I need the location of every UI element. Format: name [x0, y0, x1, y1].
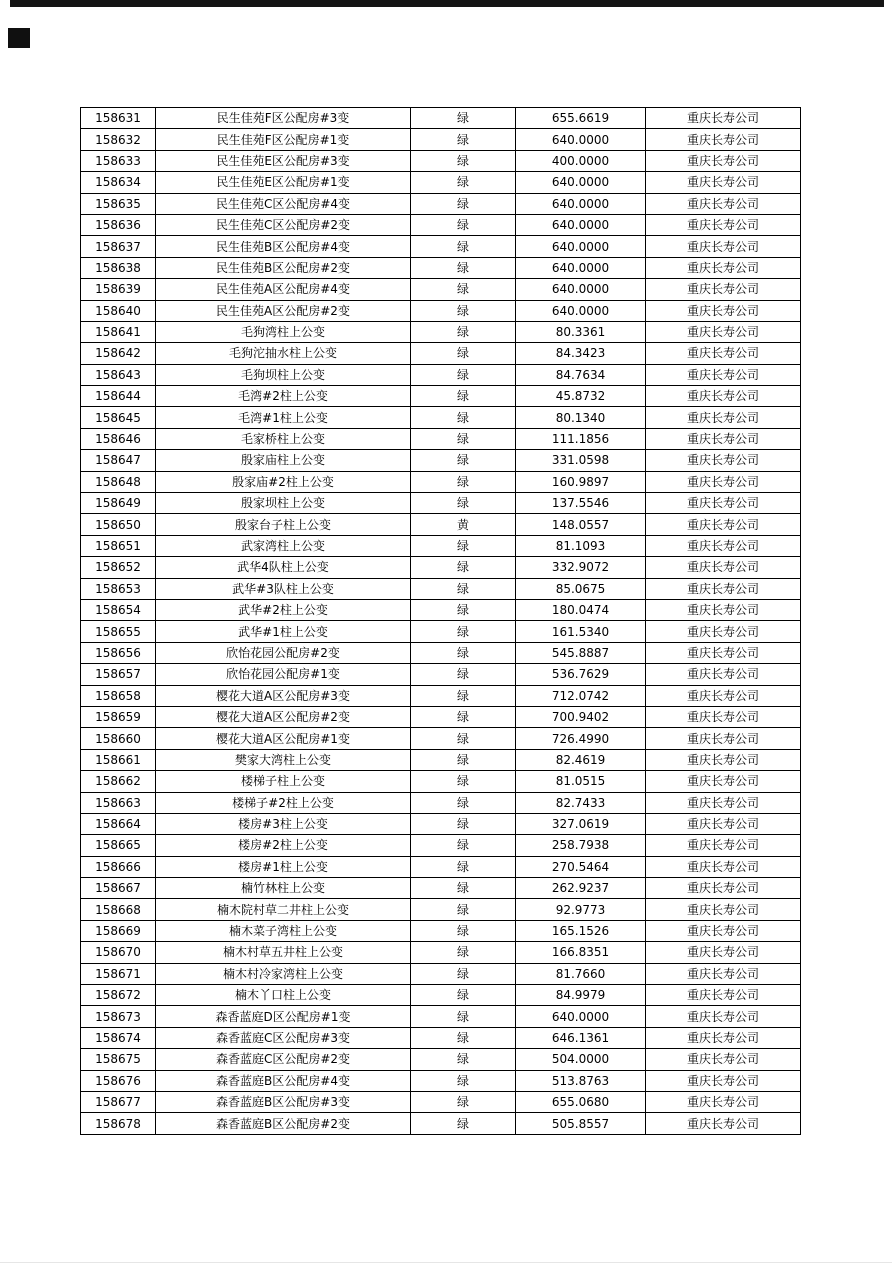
- cell-name: 楠木院村草二井柱上公变: [156, 899, 411, 920]
- cell-company: 重庆长寿公司: [646, 920, 801, 941]
- cell-id: 158661: [81, 749, 156, 770]
- cell-name: 毛狗沱抽水柱上公变: [156, 343, 411, 364]
- cell-status: 绿: [411, 963, 516, 984]
- cell-status: 绿: [411, 428, 516, 449]
- cell-value: 166.8351: [516, 942, 646, 963]
- cell-name: 欣怡花园公配房#1变: [156, 664, 411, 685]
- table-row: [81, 279, 801, 300]
- cell-value: 400.0000: [516, 150, 646, 171]
- table-row: [81, 214, 801, 235]
- cell-company: 重庆长寿公司: [646, 621, 801, 642]
- cell-value: 161.5340: [516, 621, 646, 642]
- cell-value: 505.8557: [516, 1113, 646, 1134]
- table-row: [81, 942, 801, 963]
- cell-value: 262.9237: [516, 878, 646, 899]
- cell-company: 重庆长寿公司: [646, 193, 801, 214]
- table-row: [81, 1091, 801, 1112]
- cell-name: 毛狗湾柱上公变: [156, 321, 411, 342]
- cell-status: 绿: [411, 599, 516, 620]
- cell-value: 111.1856: [516, 428, 646, 449]
- cell-id: 158643: [81, 364, 156, 385]
- table-row: [81, 578, 801, 599]
- cell-id: 158654: [81, 599, 156, 620]
- cell-id: 158674: [81, 1027, 156, 1048]
- cell-name: 森香蓝庭D区公配房#1变: [156, 1006, 411, 1027]
- cell-value: 180.0474: [516, 599, 646, 620]
- cell-status: 绿: [411, 835, 516, 856]
- cell-status: 绿: [411, 685, 516, 706]
- cell-value: 640.0000: [516, 1006, 646, 1027]
- cell-company: 重庆长寿公司: [646, 257, 801, 278]
- table-body: [81, 108, 801, 1135]
- cell-status: 绿: [411, 150, 516, 171]
- cell-name: 毛湾#2柱上公变: [156, 386, 411, 407]
- cell-name: 民生佳苑A区公配房#2变: [156, 300, 411, 321]
- cell-value: 640.0000: [516, 236, 646, 257]
- cell-name: 武华#3队柱上公变: [156, 578, 411, 599]
- cell-id: 158671: [81, 963, 156, 984]
- cell-status: 绿: [411, 193, 516, 214]
- cell-status: 绿: [411, 493, 516, 514]
- cell-value: 700.9402: [516, 706, 646, 727]
- cell-name: 楼房#3柱上公变: [156, 813, 411, 834]
- cell-company: 重庆长寿公司: [646, 1006, 801, 1027]
- table-row: [81, 728, 801, 749]
- cell-name: 樊家大湾柱上公变: [156, 749, 411, 770]
- cell-value: 331.0598: [516, 450, 646, 471]
- cell-value: 45.8732: [516, 386, 646, 407]
- cell-name: 欣怡花园公配房#2变: [156, 642, 411, 663]
- cell-name: 武华#1柱上公变: [156, 621, 411, 642]
- cell-name: 民生佳苑C区公配房#2变: [156, 214, 411, 235]
- cell-value: 85.0675: [516, 578, 646, 599]
- table-row: [81, 150, 801, 171]
- cell-name: 樱花大道A区公配房#1变: [156, 728, 411, 749]
- table-row: [81, 493, 801, 514]
- cell-value: 655.6619: [516, 108, 646, 129]
- cell-company: 重庆长寿公司: [646, 578, 801, 599]
- cell-company: 重庆长寿公司: [646, 493, 801, 514]
- cell-company: 重庆长寿公司: [646, 1027, 801, 1048]
- table-row: [81, 642, 801, 663]
- cell-id: 158664: [81, 813, 156, 834]
- cell-id: 158658: [81, 685, 156, 706]
- cell-company: 重庆长寿公司: [646, 1091, 801, 1112]
- cell-company: 重庆长寿公司: [646, 878, 801, 899]
- cell-value: 646.1361: [516, 1027, 646, 1048]
- table-row: [81, 129, 801, 150]
- cell-id: 158672: [81, 985, 156, 1006]
- cell-company: 重庆长寿公司: [646, 450, 801, 471]
- cell-value: 160.9897: [516, 471, 646, 492]
- cell-id: 158652: [81, 557, 156, 578]
- cell-id: 158642: [81, 343, 156, 364]
- cell-name: 民生佳苑C区公配房#4变: [156, 193, 411, 214]
- cell-id: 158659: [81, 706, 156, 727]
- cell-status: 绿: [411, 279, 516, 300]
- cell-status: 绿: [411, 771, 516, 792]
- cell-name: 樱花大道A区公配房#2变: [156, 706, 411, 727]
- cell-status: 绿: [411, 1113, 516, 1134]
- cell-id: 158636: [81, 214, 156, 235]
- cell-company: 重庆长寿公司: [646, 364, 801, 385]
- table-row: [81, 792, 801, 813]
- cell-status: 绿: [411, 257, 516, 278]
- cell-value: 80.3361: [516, 321, 646, 342]
- table-row: [81, 343, 801, 364]
- cell-value: 148.0557: [516, 514, 646, 535]
- cell-status: 绿: [411, 728, 516, 749]
- cell-status: 绿: [411, 985, 516, 1006]
- cell-company: 重庆长寿公司: [646, 214, 801, 235]
- cell-name: 殷家台子柱上公变: [156, 514, 411, 535]
- cell-id: 158634: [81, 172, 156, 193]
- cell-company: 重庆长寿公司: [646, 343, 801, 364]
- table-row: [81, 193, 801, 214]
- cell-company: 重庆长寿公司: [646, 664, 801, 685]
- table-row: [81, 1113, 801, 1134]
- cell-id: 158656: [81, 642, 156, 663]
- cell-id: 158640: [81, 300, 156, 321]
- table-row: [81, 450, 801, 471]
- scan-artifact-corner-mark: [8, 28, 30, 48]
- cell-name: 楠木村草五井柱上公变: [156, 942, 411, 963]
- cell-company: 重庆长寿公司: [646, 792, 801, 813]
- cell-value: 165.1526: [516, 920, 646, 941]
- cell-id: 158631: [81, 108, 156, 129]
- cell-company: 重庆长寿公司: [646, 1049, 801, 1070]
- cell-name: 殷家庙柱上公变: [156, 450, 411, 471]
- cell-id: 158662: [81, 771, 156, 792]
- cell-name: 武家湾柱上公变: [156, 535, 411, 556]
- cell-value: 92.9773: [516, 899, 646, 920]
- cell-id: 158663: [81, 792, 156, 813]
- cell-status: 绿: [411, 1091, 516, 1112]
- cell-name: 武华#2柱上公变: [156, 599, 411, 620]
- cell-name: 楠木菜子湾柱上公变: [156, 920, 411, 941]
- table-row: [81, 1006, 801, 1027]
- cell-company: 重庆长寿公司: [646, 300, 801, 321]
- cell-id: 158638: [81, 257, 156, 278]
- cell-company: 重庆长寿公司: [646, 172, 801, 193]
- cell-name: 楠竹林柱上公变: [156, 878, 411, 899]
- cell-id: 158653: [81, 578, 156, 599]
- cell-status: 绿: [411, 129, 516, 150]
- cell-id: 158639: [81, 279, 156, 300]
- cell-value: 726.4990: [516, 728, 646, 749]
- cell-id: 158676: [81, 1070, 156, 1091]
- cell-value: 332.9072: [516, 557, 646, 578]
- cell-status: 绿: [411, 856, 516, 877]
- cell-company: 重庆长寿公司: [646, 150, 801, 171]
- table-row: [81, 1049, 801, 1070]
- cell-status: 绿: [411, 899, 516, 920]
- table-row: [81, 535, 801, 556]
- cell-id: 158648: [81, 471, 156, 492]
- cell-value: 640.0000: [516, 257, 646, 278]
- cell-company: 重庆长寿公司: [646, 1113, 801, 1134]
- cell-status: 绿: [411, 749, 516, 770]
- cell-value: 640.0000: [516, 193, 646, 214]
- cell-company: 重庆长寿公司: [646, 728, 801, 749]
- cell-value: 82.7433: [516, 792, 646, 813]
- table-row: [81, 899, 801, 920]
- cell-status: 绿: [411, 813, 516, 834]
- cell-name: 民生佳苑F区公配房#3变: [156, 108, 411, 129]
- cell-id: 158650: [81, 514, 156, 535]
- cell-name: 殷家庙#2柱上公变: [156, 471, 411, 492]
- cell-value: 327.0619: [516, 813, 646, 834]
- cell-name: 毛狗坝柱上公变: [156, 364, 411, 385]
- cell-id: 158644: [81, 386, 156, 407]
- cell-status: 绿: [411, 450, 516, 471]
- cell-status: 绿: [411, 1049, 516, 1070]
- cell-id: 158635: [81, 193, 156, 214]
- table-row: [81, 557, 801, 578]
- cell-status: 绿: [411, 642, 516, 663]
- table-row: [81, 621, 801, 642]
- table-row: [81, 321, 801, 342]
- cell-id: 158633: [81, 150, 156, 171]
- cell-id: 158673: [81, 1006, 156, 1027]
- table-row: [81, 1070, 801, 1091]
- table-row: [81, 599, 801, 620]
- cell-value: 81.1093: [516, 535, 646, 556]
- cell-name: 森香蓝庭B区公配房#2变: [156, 1113, 411, 1134]
- cell-value: 137.5546: [516, 493, 646, 514]
- cell-name: 森香蓝庭B区公配房#3变: [156, 1091, 411, 1112]
- cell-id: 158655: [81, 621, 156, 642]
- cell-value: 513.8763: [516, 1070, 646, 1091]
- cell-company: 重庆长寿公司: [646, 642, 801, 663]
- table-row: [81, 813, 801, 834]
- cell-id: 158677: [81, 1091, 156, 1112]
- cell-name: 民生佳苑A区公配房#4变: [156, 279, 411, 300]
- cell-status: 绿: [411, 407, 516, 428]
- cell-value: 640.0000: [516, 129, 646, 150]
- cell-status: 绿: [411, 621, 516, 642]
- cell-id: 158651: [81, 535, 156, 556]
- table-row: [81, 878, 801, 899]
- cell-id: 158657: [81, 664, 156, 685]
- cell-id: 158660: [81, 728, 156, 749]
- cell-company: 重庆长寿公司: [646, 942, 801, 963]
- cell-id: 158632: [81, 129, 156, 150]
- cell-value: 640.0000: [516, 214, 646, 235]
- cell-status: 绿: [411, 878, 516, 899]
- cell-name: 楠木村冷家湾柱上公变: [156, 963, 411, 984]
- cell-name: 楼房#1柱上公变: [156, 856, 411, 877]
- cell-company: 重庆长寿公司: [646, 899, 801, 920]
- cell-company: 重庆长寿公司: [646, 321, 801, 342]
- cell-status: 绿: [411, 364, 516, 385]
- cell-status: 绿: [411, 535, 516, 556]
- cell-status: 绿: [411, 942, 516, 963]
- cell-status: 绿: [411, 214, 516, 235]
- cell-value: 712.0742: [516, 685, 646, 706]
- cell-value: 655.0680: [516, 1091, 646, 1112]
- cell-value: 84.3423: [516, 343, 646, 364]
- cell-status: 绿: [411, 792, 516, 813]
- table-row: [81, 664, 801, 685]
- cell-value: 640.0000: [516, 279, 646, 300]
- cell-status: 绿: [411, 321, 516, 342]
- table-row: [81, 706, 801, 727]
- cell-value: 545.8887: [516, 642, 646, 663]
- table-row: [81, 514, 801, 535]
- cell-company: 重庆长寿公司: [646, 471, 801, 492]
- cell-value: 80.1340: [516, 407, 646, 428]
- cell-name: 武华4队柱上公变: [156, 557, 411, 578]
- cell-company: 重庆长寿公司: [646, 557, 801, 578]
- cell-id: 158649: [81, 493, 156, 514]
- table-row: [81, 963, 801, 984]
- cell-name: 毛湾#1柱上公变: [156, 407, 411, 428]
- cell-status: 绿: [411, 1027, 516, 1048]
- cell-company: 重庆长寿公司: [646, 985, 801, 1006]
- cell-id: 158675: [81, 1049, 156, 1070]
- cell-id: 158666: [81, 856, 156, 877]
- cell-company: 重庆长寿公司: [646, 835, 801, 856]
- cell-company: 重庆长寿公司: [646, 129, 801, 150]
- cell-name: 毛家桥柱上公变: [156, 428, 411, 449]
- cell-id: 158645: [81, 407, 156, 428]
- table-row: [81, 1027, 801, 1048]
- table-row: [81, 386, 801, 407]
- cell-status: 绿: [411, 236, 516, 257]
- cell-value: 504.0000: [516, 1049, 646, 1070]
- cell-value: 258.7938: [516, 835, 646, 856]
- cell-company: 重庆长寿公司: [646, 279, 801, 300]
- scan-artifact-top-bar: [10, 0, 884, 7]
- cell-value: 81.0515: [516, 771, 646, 792]
- cell-id: 158637: [81, 236, 156, 257]
- cell-name: 民生佳苑E区公配房#1变: [156, 172, 411, 193]
- cell-status: 绿: [411, 706, 516, 727]
- table-row: [81, 236, 801, 257]
- table-row: [81, 257, 801, 278]
- cell-status: 绿: [411, 557, 516, 578]
- cell-status: 绿: [411, 386, 516, 407]
- cell-id: 158646: [81, 428, 156, 449]
- cell-status: 绿: [411, 172, 516, 193]
- transformer-data-table: [80, 107, 801, 1135]
- cell-company: 重庆长寿公司: [646, 856, 801, 877]
- cell-value: 84.7634: [516, 364, 646, 385]
- table-row: [81, 300, 801, 321]
- cell-status: 绿: [411, 343, 516, 364]
- cell-value: 84.9979: [516, 985, 646, 1006]
- table-row: [81, 471, 801, 492]
- cell-id: 158647: [81, 450, 156, 471]
- cell-name: 森香蓝庭B区公配房#4变: [156, 1070, 411, 1091]
- cell-name: 森香蓝庭C区公配房#2变: [156, 1049, 411, 1070]
- cell-name: 民生佳苑F区公配房#1变: [156, 129, 411, 150]
- cell-company: 重庆长寿公司: [646, 599, 801, 620]
- cell-company: 重庆长寿公司: [646, 771, 801, 792]
- table-row: [81, 920, 801, 941]
- cell-id: 158669: [81, 920, 156, 941]
- table-row: [81, 172, 801, 193]
- cell-company: 重庆长寿公司: [646, 535, 801, 556]
- cell-company: 重庆长寿公司: [646, 963, 801, 984]
- cell-company: 重庆长寿公司: [646, 407, 801, 428]
- cell-id: 158668: [81, 899, 156, 920]
- table-row: [81, 856, 801, 877]
- cell-value: 270.5464: [516, 856, 646, 877]
- cell-id: 158667: [81, 878, 156, 899]
- cell-status: 绿: [411, 300, 516, 321]
- cell-status: 绿: [411, 471, 516, 492]
- cell-name: 殷家坝柱上公变: [156, 493, 411, 514]
- cell-value: 82.4619: [516, 749, 646, 770]
- cell-name: 民生佳苑B区公配房#4变: [156, 236, 411, 257]
- cell-company: 重庆长寿公司: [646, 428, 801, 449]
- cell-company: 重庆长寿公司: [646, 749, 801, 770]
- cell-status: 绿: [411, 108, 516, 129]
- cell-id: 158678: [81, 1113, 156, 1134]
- cell-value: 81.7660: [516, 963, 646, 984]
- table-row: [81, 407, 801, 428]
- cell-status: 绿: [411, 1006, 516, 1027]
- table-row: [81, 985, 801, 1006]
- table-row: [81, 835, 801, 856]
- cell-company: 重庆长寿公司: [646, 706, 801, 727]
- cell-value: 640.0000: [516, 300, 646, 321]
- cell-status: 绿: [411, 920, 516, 941]
- cell-status: 绿: [411, 1070, 516, 1091]
- cell-company: 重庆长寿公司: [646, 386, 801, 407]
- cell-id: 158670: [81, 942, 156, 963]
- cell-company: 重庆长寿公司: [646, 813, 801, 834]
- table-row: [81, 108, 801, 129]
- cell-id: 158641: [81, 321, 156, 342]
- cell-company: 重庆长寿公司: [646, 108, 801, 129]
- cell-name: 民生佳苑B区公配房#2变: [156, 257, 411, 278]
- cell-name: 民生佳苑E区公配房#3变: [156, 150, 411, 171]
- cell-name: 森香蓝庭C区公配房#3变: [156, 1027, 411, 1048]
- table-row: [81, 685, 801, 706]
- table-row: [81, 428, 801, 449]
- cell-status: 绿: [411, 664, 516, 685]
- cell-value: 640.0000: [516, 172, 646, 193]
- cell-company: 重庆长寿公司: [646, 236, 801, 257]
- table-row: [81, 771, 801, 792]
- cell-status: 绿: [411, 578, 516, 599]
- cell-company: 重庆长寿公司: [646, 514, 801, 535]
- cell-id: 158665: [81, 835, 156, 856]
- cell-value: 536.7629: [516, 664, 646, 685]
- cell-name: 楼房#2柱上公变: [156, 835, 411, 856]
- cell-name: 楼梯子#2柱上公变: [156, 792, 411, 813]
- cell-name: 楼梯子柱上公变: [156, 771, 411, 792]
- table-row: [81, 749, 801, 770]
- cell-company: 重庆长寿公司: [646, 685, 801, 706]
- cell-status: 黄: [411, 514, 516, 535]
- cell-company: 重庆长寿公司: [646, 1070, 801, 1091]
- table-row: [81, 364, 801, 385]
- cell-name: 樱花大道A区公配房#3变: [156, 685, 411, 706]
- cell-name: 楠木丫口柱上公变: [156, 985, 411, 1006]
